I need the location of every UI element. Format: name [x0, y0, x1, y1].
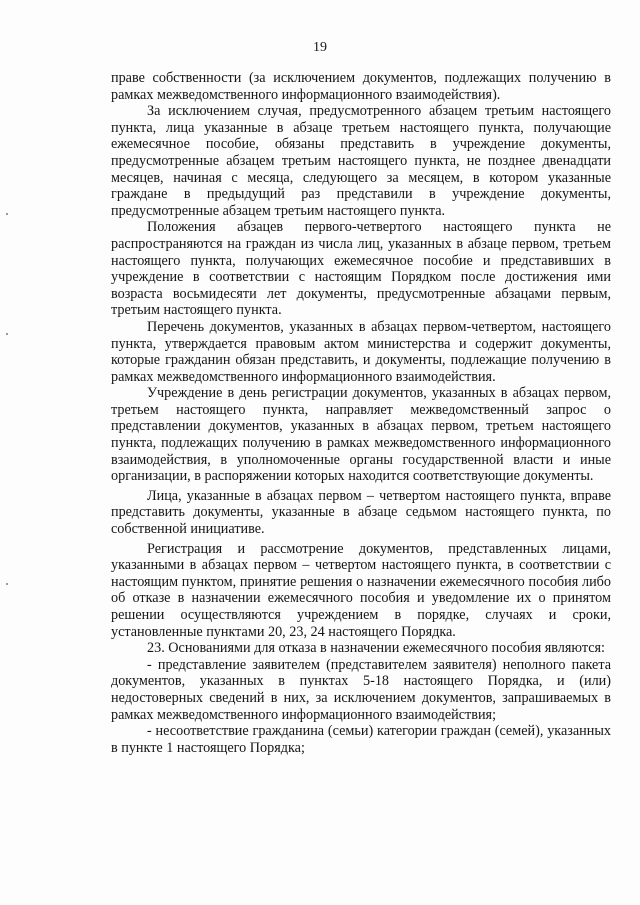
binding-mark	[6, 213, 8, 215]
paragraph-interagency-request: Учреждение в день регистрации документов, указанных в абзацах первом, третьем настоящего пункта, направляет межведомственный запрос о представлении документов, указанных в абзацах первом, третьем настоящего пункта, подлежащих получению в рамках межведомственного информационного взаимодействия, в уполномоченные органы государственной власти и иные организации, в распоряжении которых находится соответствующие документы.	[111, 385, 611, 485]
paragraph-renewal-obligation: За исключением случая, предусмотренного абзацем третьим настоящего пункта, лица указанные в абзаце третьем настоящего пункта, получающие ежемесячное пособие, обязаны представить в учреждение документы, предусмотренные абзацем третьим настоящего пункта, не позднее двенадцати месяцев, начиная с месяца, следующего за месяцем, в котором указанные граждане в предыдущий раз представили в учреждение документы, предусмотренные абзацем третьим настоящего пункта.	[111, 103, 611, 219]
page-number: 19	[313, 40, 327, 55]
paragraph-registration-procedure: Регистрация и рассмотрение документов, представленных лицами, указанными в абзацах первом – четвертом настоящего пункта, в соответствии с настоящим пунктом, принятие решения о назначении ежемесячного пособия либо об отказе в назначении ежемесячного пособия и уведомление их о принятом решении осуществляются учреждением в порядке, случаях и сроки, установленные пунктами 20, 23, 24 настоящего Порядка.	[111, 540, 611, 640]
list-item-category-mismatch: - несоответствие гражданина (семьи) категории граждан (семей), указанных в пункте 1 настоящего Порядка;	[111, 723, 611, 756]
paragraph-document-list: Перечень документов, указанных в абзацах первом-четвертом, настоящего пункта, утверждается правовым актом министерства и содержит документы, которые гражданин обязан представить, и документы, подлежащие получению в рамках межведомственного информационного взаимодействия.	[111, 318, 611, 385]
document-body	[111, 70, 611, 756]
list-item-incomplete-documents: - представление заявителем (представителем заявителя) неполного пакета документов, указанных в пунктах 5-18 настоящего Порядка, и (или) недостоверных сведений в них, за исключением документов, запрашиваемых в рамках межведомственного информационного взаимодействия;	[111, 656, 611, 723]
paragraph-continuation: праве собственности (за исключением документов, подлежащих получению в рамках межведомственного информационного взаимодействия).	[111, 70, 611, 103]
binding-mark	[6, 333, 8, 335]
binding-mark	[6, 583, 8, 585]
paragraph-age-exemption: Положения абзацев первого-четвертого настоящего пункта не распространяются на граждан из числа лиц, указанных в абзаце первом, третьем настоящего пункта, получающих ежемесячное пособие и представивших в учреждение в соответствии с настоящим Порядком после достижения ими возраста восьмидесяти лет документы, предусмотренные абзацами первым, третьим настоящего пункта.	[111, 219, 611, 319]
paragraph-own-initiative: Лица, указанные в абзацах первом – четвертом настоящего пункта, вправе представить документы, указанные в абзаце седьмом настоящего пункта, по собственной инициативе.	[111, 487, 611, 538]
paragraph-clause-23-heading: 23. Основаниями для отказа в назначении ежемесячного пособия являются:	[147, 640, 605, 657]
